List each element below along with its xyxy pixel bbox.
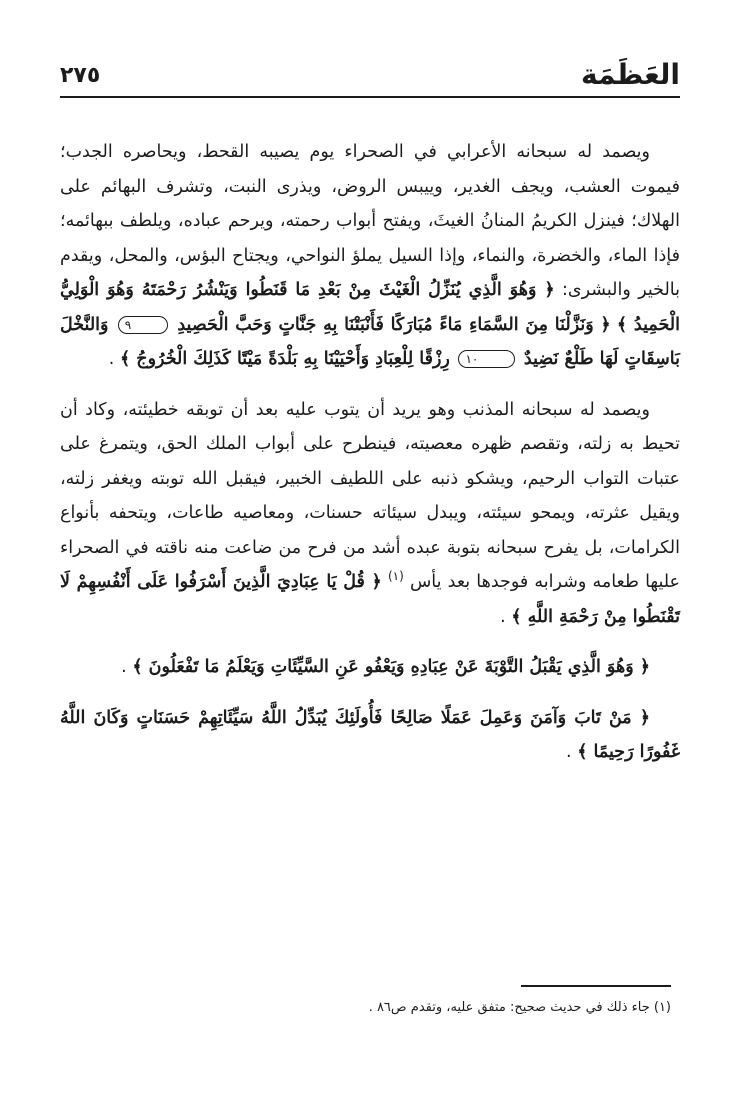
paragraph-repentance [60, 393, 680, 635]
page-header [60, 58, 680, 98]
quran-verse: ﴿ وَنَزَّلْنَا مِنَ السَّمَاءِ مَاءً مُبَارَكًا فَأَنْبَتْنَا بِهِ جَنَّاتٍ وَحَبَّ الْحَصِيدِ [177, 314, 611, 335]
running-title: العَظَمَة [581, 58, 680, 91]
ayah-block [60, 701, 680, 770]
quran-verse: رِزْقًا لِلْعِبَادِ وَأَحْيَيْنَا بِهِ بَلْدَةً مَيْتًا كَذَلِكَ الْخُرُوجُ ﴾ [119, 349, 450, 369]
sentence-end: . [500, 606, 506, 627]
paragraph-desert-rain [60, 135, 680, 377]
header-rule [60, 96, 680, 98]
page-number: ٢٧٥ [60, 63, 101, 88]
quran-verse: ﴿ وَهُوَ الَّذِي يُنَزِّلُ الْغَيْثَ مِنْ بَعْدِ مَا قَنَطُوا وَيَنْشُرُ رَحْمَتَهُ وَهُوَ الْوَلِيُّ الْحَمِيدُ ﴾ [60, 280, 680, 335]
paragraph-text: ويصمد له سبحانه المذنب وهو يريد أن يتوب عليه بعد أن توبقه خطيئته، وكاد أن تحيط به زلته، وتقصم ظهره معصيته، فينطرح على أبواب الملك الحق، ويتمرغ على عتبات التواب الرحيم، ويشكو ذنبه على اللطيف الخبير، فيقبل الله توبته ويغفر زلته، ويقيل عثرته، ويمحو سيئته، ويبدل سيئاته حسنات، ومعاصيه طاعات، ويتحفه بأنواع الكرامات، بل يفرح سبحانه بتوبة عبده أشد من فرح من ضاعت منه ناقته في الصحراء عليها طعامه وشرابه فوجدها بعد يأس [60, 399, 680, 592]
sentence-end: . [108, 349, 115, 369]
sentence-end: . [121, 657, 127, 677]
body-text [60, 135, 680, 770]
quran-verse: ﴿ قُلْ يَا عِبَادِيَ الَّذِينَ أَسْرَفُوا عَلَى أَنْفُسِهِمْ لَا تَقْنَطُوا مِنْ رَحْمَةِ اللَّهِ ﴾ [60, 572, 680, 627]
footnote: (١) جاء ذلك في حديث صحيح: متفق عليه، وتقدم ص٨٦ . [368, 1000, 671, 1015]
footnote-rule [521, 985, 671, 987]
sentence-end: . [566, 742, 572, 762]
ayah-block [60, 650, 680, 685]
paragraph-text: ويصمد له سبحانه الأعرابي في الصحراء يوم يصيبه القحط، ويحاصره الجدب؛ فيموت العشب، ويجف الغدير، وييبس الروض، ويذرى النبت، وتشرف البهائم على الهلاك؛ فينزل الكريمُ المنانُ الغيثَ، ويفتح أبواب رحمته، ويرحم عباده، ويلطف ببهائمه؛ فإذا الماء، والخضرة، والنماء، وإذا السيل يملؤ النواحي، ويجتاح البؤس، والمحل، ويقدم بالخير والبشرى: [60, 142, 680, 300]
verse-number-marker: ١٠ [458, 350, 515, 368]
quran-verse: ﴿ وَهُوَ الَّذِي يَقْبَلُ التَّوْبَةَ عَنْ عِبَادِهِ وَيَعْفُو عَنِ السَّيِّئَاتِ وَيَعْلَمُ مَا تَفْعَلُونَ ﴾ [132, 657, 650, 677]
quran-verse: ﴿ مَنْ تَابَ وَآمَنَ وَعَمِلَ عَمَلًا صَالِحًا فَأُولَئِكَ يُبَدِّلُ اللَّهُ سَيِّئَاتِهِمْ حَسَنَاتٍ وَكَانَ اللَّهُ غَفُورًا رَحِيمًا ﴾ [60, 707, 680, 762]
quran-verse: وَالنَّخْلَ بَاسِقَاتٍ لَهَا طَلْعٌ نَضِيدٌ [60, 314, 680, 369]
footnote-marker: (١) [387, 569, 404, 584]
verse-number-marker: ٩ [118, 316, 168, 334]
